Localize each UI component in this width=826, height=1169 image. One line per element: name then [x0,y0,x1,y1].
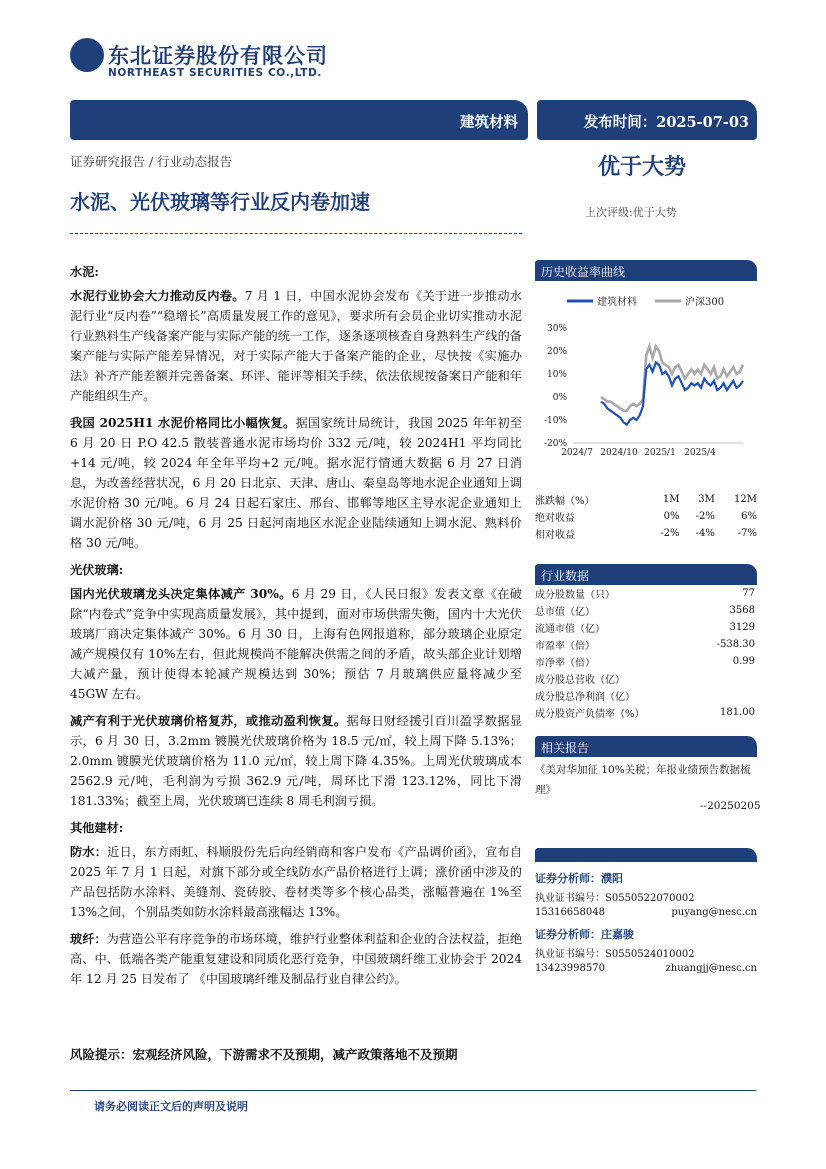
industry-data-table [535,585,757,721]
table-cell: 3129 [729,622,755,633]
table-cell: 相对收益 [535,530,575,541]
analyst-card [535,870,757,918]
y-tick-label: 20% [546,347,567,357]
series-line-csi300 [601,346,743,410]
report-body [70,262,522,996]
legend-label: 沪深300 [685,297,725,308]
company-name-cn: 东北证券股份有限公司 [108,44,328,68]
return-chart [535,286,757,464]
y-tick-label: -20% [543,439,567,449]
table-header: 3M [698,494,715,505]
performance-table [535,491,757,542]
paragraph: 国内光伏玻璃龙头决定集体减产 30%。6 月 29 日，《人民日报》发表文章《在破除“内卷式”竞争中实现高质量发展》，其中提到，面对市场供需失衡，国内十大光伏玻璃厂商决定集体减产 30%。6 月 30 日，上海有色网报道称，部分玻璃企业原定减产规模仅有 10%左右，但此规模尚不能解决供需之间的矛盾，故头部企业计划增大减产量，预计使得本轮减产规模达到 30%；预估 7 月玻璃供应量将减少至 45GW 左右。 [70,587,522,701]
paragraph: 防水：近日，东方雨虹、科顺股份先后向经销商和客户发布《产品调价函》，宣布自 2025 年 7 月 1 日起，对旗下部分或全线防水产品价格进行上调；涨价函中涉及的产品包括防水涂料、美缝剂、瓷砖胶、卷材类等多个核心品类，涨幅普遍在 1%至 13%之间，个别品类如防水涂料最高涨幅达 13%。 [70,845,523,919]
table-row [535,687,757,704]
breadcrumb: 证券研究报告 / 行业动态报告 [70,154,233,169]
rating: 优于大势 [598,154,687,180]
table-row [535,525,757,542]
table-cell: 市净率（倍） [535,658,595,669]
risk-warning: 风险提示：宏观经济风险，下游需求不及预期，减产政策落地不及预期 [70,1047,458,1062]
table-cell: 绝对收益 [535,513,575,524]
table-header: 涨跌幅（%） [535,496,595,507]
paragraph: 我国 2025H1 水泥价格同比小幅恢复。据国家统计局统计，我国 2025 年年初至 6 月 20 日 P.O 42.5 散装普通水泥市场均价 332 元/吨，较 2024H1 平均同比+14 元/吨，较 2024 年全年平均+2 元/吨。据水泥行情通大数据 6 月 27 日消息，为改善经营状况，6 月 20 日北京、天津、唐山、秦皇岛等地水泥企业通知上调水泥价格 30 元/吨。6 月 24 日起石家庄、邢台、邯郸等地区主导水泥企业通知上调水泥价格 30 元/吨，6 月 25 日起河南地区水泥企业陆续通知上调水泥、熟料价格 30 元/吨。 [70,416,523,550]
table-row [535,619,757,636]
chart-lines [601,346,743,424]
table-cell: -7% [737,528,757,539]
section-heading-cement: 水泥: [70,265,99,279]
table-cell: 流通市值（亿） [535,624,605,635]
table-cell: -538.30 [716,639,755,650]
analyst-phone: 13423998570 [535,963,605,974]
industry-label: 建筑材料 [460,114,518,131]
analyst-cert: 执业证书编号：S0550522070002 [535,893,695,904]
y-tick-label: 10% [546,370,567,380]
chart-legend [567,295,724,308]
analyst-list [535,870,757,977]
footer-divider [70,1090,756,1091]
table-cell: 6% [741,511,757,522]
table-cell [697,670,757,687]
table-cell: 181.00 [720,707,755,718]
chart-header: 历史收益率曲线 [535,260,757,281]
table-row [535,508,757,525]
analyst-name: 证券分析师：庄嘉骏 [535,928,634,941]
x-tick-label: 2025/1 [644,448,676,458]
analyst-card [535,926,757,974]
page-title: 水泥、光伏玻璃等行业反内卷加速 [70,190,370,214]
related-report-date: --20250205 [700,800,761,812]
table-header: 1M [662,494,680,505]
paragraph: 水泥行业协会大力推动反内卷。7 月 1 日，中国水泥协会发布《关于进一步推动水泥行业“反内卷”“稳增长”高质量发展工作的意见》，要求所有会员企业切实推动水泥行业熟料生产线备案产能与实际产能的统一工作，逐条逐项核查自身熟料生产线的备案产能与实际产能差异情况，对于实际产能大于备案产能的企业，尽快按《实施办法》补齐产能差额并完善备案、环评、能评等相关手续，依法依规按备案日产能和年产能组织生产。 [70,289,522,403]
table-cell: 总市值（亿） [535,607,595,618]
x-tick-label: 2024/10 [600,448,638,458]
title-divider [70,233,522,234]
industry-data-header: 行业数据 [535,564,757,585]
table-cell: 成分股总净利润（亿） [535,692,635,703]
table-cell [697,687,757,704]
analyst-header-bar [535,848,757,862]
table-row [535,653,757,670]
related-report-link[interactable]: 《美对华加征 10%关税；年报业绩预告数据梳理》 [535,764,751,796]
paragraph: 减产有利于光伏玻璃价格复苏，或推动盈利恢复。据每日财经援引百川盈孚数据显示，6 月 30 日，3.2mm 镀膜光伏玻璃价格为 18.5 元/㎡，较上周下降 5.13%；2.0mm 镀膜光伏玻璃价格为 11.0 元/㎡，较上周下降 4.35%。上周光伏玻璃成本 2562.9 元/吨，毛利润为亏损 362.9 元/吨，周环比下滑 123.12%，同比下滑 181.33%；截至上周，光伏玻璃已连续 8 周毛利润亏损。 [70,714,523,808]
previous-rating: 上次评级:优于大势 [585,206,677,219]
industry-bar [70,100,528,140]
analyst-name: 证券分析师：濮阳 [535,872,623,885]
y-tick-label: -10% [543,416,567,426]
publish-bar [537,100,757,140]
company-logo-icon [70,38,104,72]
analyst-email[interactable]: puyang@nesc.cn [671,907,757,918]
table-row [535,704,757,721]
analyst-email[interactable]: zhuangjj@nesc.cn [665,963,757,974]
y-tick-label: 30% [546,324,567,334]
legend-label: 建筑材料 [597,297,637,308]
table-cell: -4% [695,528,715,539]
table-row [535,585,757,602]
related-reports-header: 相关报告 [535,736,757,757]
table-header: 12M [734,494,757,505]
table-row [535,670,757,687]
table-cell: 0% [663,511,680,522]
company-name-en: NORTHEAST SECURITIES CO.,LTD. [108,67,322,79]
table-row [535,636,757,653]
analyst-phone: 15316658048 [535,907,605,918]
x-tick-label: 2024/7 [561,448,593,458]
table-cell: -2% [660,528,680,539]
x-tick-label: 2025/4 [684,448,716,458]
table-cell: 成分股资产负债率（%） [535,709,645,720]
publish-date: 发布时间：2025-07-03 [583,114,749,131]
paragraph: 玻纤：为营造公平有序竞争的市场环境，维护行业整体利益和企业的合法权益，拒绝高、中、低端各类产能重复建设和同质化恶行竞争，中国玻璃纤维工业协会于 2024 年 12 月 25 日发布了 《中国玻璃纤维及制品行业自律公约》。 [70,932,523,986]
section-heading-other: 其他建材: [70,821,124,835]
table-cell: 市盈率（倍） [535,641,595,652]
table-cell: -2% [695,511,715,522]
analyst-contact [535,907,757,918]
table-row [535,491,757,508]
table-row [535,602,757,619]
table-cell: 0.99 [732,656,755,667]
analyst-cert: 执业证书编号：S0550524010002 [535,949,695,960]
analyst-contact [535,963,757,974]
table-cell: 成分股总营收（亿） [535,675,625,686]
section-heading-pv: 光伏玻璃: [70,563,124,577]
table-cell: 3568 [729,605,755,616]
footer-note: 请务必阅读正文后的声明及说明 [94,1100,248,1113]
table-cell: 77 [742,588,755,599]
table-cell: 成分股数量（只） [535,590,615,601]
y-tick-label: 0% [552,393,567,403]
